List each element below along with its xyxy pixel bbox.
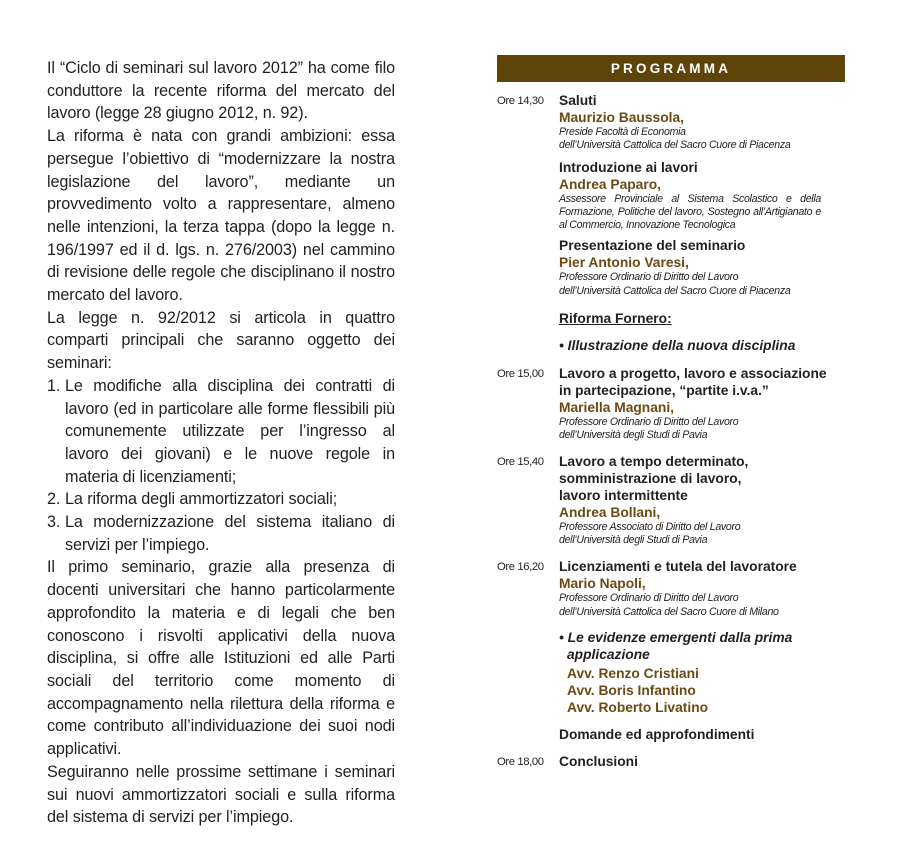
list-item bbox=[47, 375, 395, 489]
speaker-name: Andrea Bollani, bbox=[559, 504, 661, 520]
list-item bbox=[47, 488, 395, 511]
slot-topic: Lavoro a tempo determinato, bbox=[559, 453, 749, 469]
slot-topic: in partecipazione, “partite i.v.a.” bbox=[559, 383, 769, 399]
speaker-role: Assessore Provinciale al Sistema Scolastico e della Formazione, Politiche del lavoro, Sostegno all’Artigianato e al Commercio, Innovazione Tecnologica bbox=[559, 192, 821, 232]
list-text: La riforma degli ammortizzatori sociali; bbox=[65, 490, 338, 509]
speaker-affiliation: dell’Università degli Studi di Pavia bbox=[559, 533, 708, 546]
list-number: 3. bbox=[47, 513, 61, 532]
lawyer-name: Avv. Renzo Cristiani bbox=[567, 665, 699, 681]
list-item bbox=[47, 511, 395, 556]
speaker-role: Professore Associato di Diritto del Lavoro bbox=[559, 520, 741, 533]
slot-topic: lavoro intermittente bbox=[559, 487, 688, 503]
speaker-role: Professore Ordinario di Diritto del Lavoro bbox=[559, 592, 739, 605]
slot-time: Ore 18,00 bbox=[497, 755, 544, 768]
speaker-role: Professore Ordinario di Diritto del Lavoro bbox=[559, 271, 739, 284]
speaker-role: Preside Facoltà di Economia bbox=[559, 126, 686, 138]
speaker-affiliation: dell’Università Cattolica del Sacro Cuore di Piacenza bbox=[559, 139, 791, 152]
closing-paragraph: Seguiranno nelle prossime settimane i seminari sui nuovi ammortizzatori sociali e sulla riforma del sistema di servizi per l’impiego. bbox=[47, 762, 395, 827]
slot-time: Ore 14,30 bbox=[497, 95, 544, 107]
speaker-name: Mariella Magnani, bbox=[559, 400, 675, 416]
list-text: Le modifiche alla disciplina dei contratti di lavoro (ed in particolare alle forme flessibili più comunemente utilizzate per l’ingresso al lavoro dei giovani) e le nuove regole in materia di licenziamenti; bbox=[65, 376, 395, 486]
programma-banner: PROGRAMMA bbox=[497, 55, 845, 82]
lawyer-name: Avv. Boris Infantino bbox=[567, 682, 696, 698]
intro-text bbox=[47, 57, 395, 829]
speaker-name: Mario Napoli, bbox=[559, 576, 646, 592]
qa-topic: Domande ed approfondimenti bbox=[559, 726, 755, 742]
slot-topic: Lavoro a progetto, lavoro e associazione bbox=[559, 366, 827, 382]
schedule-slot bbox=[497, 365, 857, 443]
speaker-affiliation: dell’Università Cattolica del Sacro Cuore di Piacenza bbox=[559, 284, 791, 297]
section-heading: Riforma Fornero: bbox=[559, 311, 672, 327]
speaker-name: Pier Antonio Varesi, bbox=[559, 255, 689, 271]
closing-paragraph: Il primo seminario, grazie alla presenza di docenti universitari che hanno particolarmente approfondito la materia e di legali che ben conoscono i risvolti applicativi della nuova disciplina, si offre alle Istituzioni ed alle Parti sociali del territorio come momento di accompagnamento nella rilettura della riforma e come contributo all’individuazione dei suoi nodi applicativi. bbox=[47, 558, 395, 759]
list-number: 2. bbox=[47, 490, 61, 509]
schedule-slot bbox=[497, 453, 857, 548]
bullet-topic: • Illustrazione della nuova disciplina bbox=[559, 338, 796, 354]
bullet-topic: • Le evidenze emergenti dalla prima bbox=[559, 629, 793, 645]
list-number: 1. bbox=[47, 376, 61, 395]
bullet-topic: applicazione bbox=[567, 646, 650, 662]
program-schedule bbox=[497, 92, 857, 770]
intro-paragraph: La legge n. 92/2012 si articola in quattro comparti principali che saranno oggetto dei seminari: bbox=[47, 308, 395, 373]
slot-topic: somministrazione di lavoro, bbox=[559, 470, 742, 486]
slot-time: Ore 16,20 bbox=[497, 561, 544, 574]
speaker-affiliation: dell’Università Cattolica del Sacro Cuore di Milano bbox=[559, 605, 779, 618]
list-text: La modernizzazione del sistema italiano di servizi per l’impiego. bbox=[65, 513, 395, 554]
slot-time: Ore 15,40 bbox=[497, 455, 544, 468]
slot-topic: Introduzione ai lavori bbox=[559, 159, 698, 175]
slot-topic: Saluti bbox=[559, 93, 597, 108]
slot-time: Ore 15,00 bbox=[497, 368, 544, 381]
speaker-name: Andrea Paparo, bbox=[559, 176, 661, 192]
slot-topic: Presentazione del seminario bbox=[559, 238, 746, 254]
intro-paragraph: La riforma è nata con grandi ambizioni: essa persegue l’obiettivo di “modernizzare la nostra legislazione del lavoro”, mediante un provvedimento volto a rappresentare, almeno nelle intenzioni, la terza tappa (dopo la legge n. 196/1997 ed il d. lgs. n. 276/2003) nel cammino di revisione delle regole che disciplinano il nostro mercato del lavoro. bbox=[47, 127, 395, 305]
topics-list bbox=[47, 375, 395, 557]
slot-topic: Licenziamenti e tutela del lavoratore bbox=[559, 559, 797, 575]
lawyer-name: Avv. Roberto Livatino bbox=[567, 699, 709, 715]
speaker-role: Professore Ordinario di Diritto del Lavoro bbox=[559, 416, 739, 429]
slot-topic: Conclusioni bbox=[559, 753, 638, 769]
schedule-slot bbox=[497, 753, 857, 770]
speaker-affiliation: dell’Università degli Studi di Pavia bbox=[559, 429, 708, 442]
schedule-slot bbox=[497, 92, 857, 354]
speaker-name: Maurizio Baussola, bbox=[559, 110, 684, 125]
intro-paragraph: Il “Ciclo di seminari sul lavoro 2012” ha come filo conduttore la recente riforma del mercato del lavoro (legge 28 giugno 2012, n. 92). bbox=[47, 59, 395, 123]
schedule-slot bbox=[497, 558, 857, 743]
